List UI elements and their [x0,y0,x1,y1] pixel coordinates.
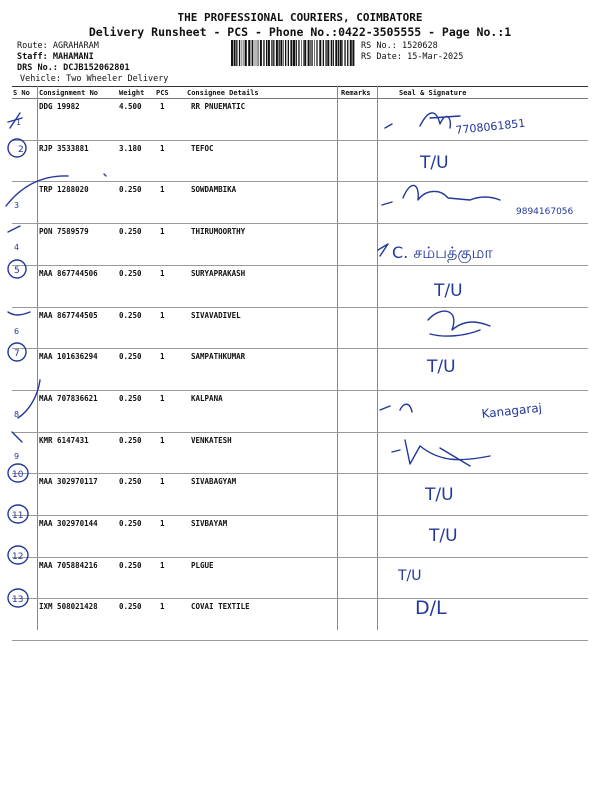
cell-pcs: 1 [160,143,165,153]
barcode-bar [310,40,311,66]
row-divider [12,140,588,141]
cell-consignment: MAA 705884216 [39,560,98,570]
cell-consignee: TEFOC [191,143,214,153]
barcode-bar [319,40,321,66]
cell-pcs: 1 [160,185,165,195]
cell-consignment: MAA 101636294 [39,352,98,362]
vehicle-label: Vehicle: [20,74,61,84]
cell-consignee: SIVAVADIVEL [191,310,241,320]
hand-sno-7: 7 [14,349,20,359]
runsheet-subtitle: Delivery Runsheet - PCS - Phone No.:0422-3505555 - Page No.:1 [88,25,512,39]
signature-row-7: T/U [427,357,456,377]
barcode-bar [350,40,352,66]
column-line [337,86,338,630]
signature-row-2: T/U [420,153,449,173]
column-line [37,86,38,630]
barcode-bar [236,40,237,66]
col-weight: Weight [119,89,145,97]
tick-mark-9 [12,432,22,442]
barcode-bar [303,40,304,66]
route-line [17,41,99,52]
cell-sno: 9 [14,451,20,461]
cell-consignment: MAA 707836621 [39,393,98,403]
cell-weight: 0.250 [119,352,142,362]
cell-consignment: MAA 867744505 [39,310,98,320]
tick-mark-4 [8,226,20,232]
cell-weight: 3.180 [119,143,142,153]
cell-weight: 0.250 [119,519,142,528]
rs-date-line [361,52,463,63]
signature-row-4: C. சம்பத்குமா [392,243,493,262]
cell-pcs: 1 [160,310,165,320]
staff-label: Staff: [17,52,48,62]
barcode-bar [283,40,284,66]
table-top-rule [12,86,588,87]
barcode-bar [260,40,262,66]
col-signature: Seal & Signature [399,89,467,97]
barcode [230,40,355,66]
cell-consignee: THIRUMOORTHY [191,227,246,237]
cell-consignee: SIVBAYAM [191,519,228,528]
barcode-bar [268,40,270,66]
barcode-bar [251,40,252,66]
route-label: Route: [17,41,48,51]
column-line [377,86,378,630]
cell-pcs: 1 [160,268,165,278]
drs-line [17,63,130,74]
signature-scribble-3 [382,185,500,205]
barcode-bar [257,40,258,66]
row-divider [12,265,588,266]
row-divider [12,307,588,308]
barcode-bar [316,40,317,66]
dot-mark [104,174,106,176]
circle-mark-7 [8,343,26,361]
circle-mark-12 [8,546,28,564]
vehicle-line [20,74,168,85]
signature-phone-3: 9894167056 [516,207,574,217]
table-header-rule [12,98,588,99]
barcode-bar [296,40,297,66]
rs-date-label: RS Date: [361,52,402,62]
barcode-bar [239,40,240,66]
col-remarks: Remarks [341,89,371,97]
cell-consignment: IXM 508021428 [39,602,98,612]
barcode-bar [308,40,310,66]
col-pcs: PCS [156,89,169,97]
cell-weight: 0.250 [119,393,142,403]
barcode-bar [311,40,312,66]
row-divider [12,348,588,349]
cell-consignment: PON 7589579 [39,227,89,237]
signature-scribble-1 [385,113,460,128]
barcode-bar [273,40,274,66]
barcode-bar [280,40,282,66]
barcode-bar [255,40,256,66]
cell-weight: 0.250 [119,602,142,612]
barcode-bar [244,40,245,66]
hand-sno-2: 2 [18,145,24,155]
row-divider [12,223,588,224]
barcode-bar [335,40,337,66]
cell-consignee: KALPANA [191,393,223,403]
cell-pcs: 1 [160,393,165,403]
drs-label: DRS No.: [17,63,58,73]
cell-consignee: RR PNUEMATIC [191,102,246,111]
signature-scribble-6 [428,311,490,336]
col-consignee: Consignee Details [187,89,259,97]
barcode-bar [245,40,247,66]
cell-consignee: SURYAPRAKASH [191,268,246,278]
circle-mark-11 [8,505,28,523]
signature-row-12: T/U [398,568,422,584]
signature-phone-1: 7708061851 [454,116,526,137]
barcode-bar [279,40,280,66]
barcode-bar [288,40,289,66]
cell-consignee: SIVABAGYAM [191,477,237,487]
route-value: AGRAHARAM [52,41,99,51]
cell-consignment: MAA 302970144 [39,519,98,528]
hand-sno-13: 13 [12,595,24,605]
cell-pcs: 1 [160,602,165,612]
barcode-bar [327,40,329,66]
cell-pcs: 1 [160,435,165,445]
rs-date-value: 15-Mar-2025 [407,52,464,62]
cell-consignment: DDG 19982 [39,102,80,111]
hand-sno-5: 5 [14,266,20,276]
cell-pcs: 1 [160,102,165,111]
signature-row-11: T/U [429,526,458,546]
barcode-bar [271,40,272,66]
barcode-bar [285,40,286,66]
cell-weight: 0.250 [119,227,142,237]
cell-consignment: RJP 3533881 [39,143,89,153]
barcode-bar [317,40,318,66]
row-divider [12,390,588,391]
cell-consignee: PLGUE [191,560,214,570]
barcode-bar [263,40,264,66]
signature-scribble-9 [392,440,490,466]
cell-weight: 4.500 [119,102,142,111]
cell-sno: 1 [16,118,22,127]
barcode-bar [344,40,345,66]
cell-pcs: 1 [160,477,165,487]
barcode-bar [325,40,326,66]
row-divider [12,640,588,641]
cell-weight: 0.250 [119,268,142,278]
barcode-bar [231,40,233,66]
barcode-bar [301,40,302,66]
cell-consignee: VENKATESH [191,435,232,445]
barcode-bar [248,40,250,66]
cell-sno: 8 [14,409,20,419]
barcode-bar [342,40,343,66]
barcode-bar [333,40,334,66]
circle-mark-2 [8,139,26,157]
staff-line [17,52,94,63]
cell-sno: 3 [14,201,20,211]
barcode-bar [340,40,342,66]
company-title: THE PROFESSIONAL COURIERS, COIMBATORE [177,11,423,24]
cell-consignee: SOWDAMBIKA [191,185,237,195]
row-divider [12,432,588,433]
cell-weight: 0.250 [119,310,142,320]
barcode-bar [314,40,315,66]
row-divider [12,515,588,516]
cell-weight: 0.250 [119,185,142,195]
cell-consignment: MAA 302970117 [39,477,98,487]
signature-row-10: T/U [425,485,454,505]
signature-row-13: D/L [415,597,447,619]
staff-value: MAHAMANI [52,52,94,62]
barcode-bar [266,40,267,66]
row-divider [12,598,588,599]
barcode-bar [331,40,332,66]
circle-mark-5 [8,260,26,278]
hand-sno-10: 10 [12,470,24,480]
barcode-bar [304,40,306,66]
signature-scribble-8 [380,404,412,412]
cell-consignee: SAMPATHKUMAR [191,352,246,362]
cell-pcs: 1 [160,352,165,362]
barcode-bar [276,40,278,66]
cell-weight: 0.250 [119,560,142,570]
cell-weight: 0.250 [119,477,142,487]
rs-no-label: RS No.: [361,41,397,51]
barcode-bar [298,40,299,66]
barcode-bar [290,40,292,66]
col-sno: S No [13,89,30,97]
cell-consignment: KMR 6147431 [39,435,89,445]
barcode-bar [258,40,259,66]
signature-scribble-4 [378,244,388,256]
signature-row-8: Kanagaraj [480,400,543,421]
barcode-bar [252,40,253,66]
vehicle-value: Two Wheeler Delivery [66,74,169,84]
cell-pcs: 1 [160,227,165,237]
signature-row-5: T/U [434,281,463,301]
barcode-bar [338,40,339,66]
cell-sno: 4 [14,243,20,253]
cell-consignee: COVAI TEXTILE [191,602,250,612]
drs-value: DCJB152062801 [63,63,130,73]
rs-no-line [361,41,438,52]
hand-sno-11: 11 [12,511,24,521]
barcode-bar [347,40,348,66]
cell-weight: 0.250 [119,435,142,445]
row-divider [12,557,588,558]
cell-consignment: TRP 1288020 [39,185,89,195]
cell-consignment: MAA 867744506 [39,268,98,278]
hand-sno-12: 12 [12,552,24,562]
barcode-bar [293,40,295,66]
row-divider [12,473,588,474]
cell-sno: 6 [14,326,20,336]
cell-pcs: 1 [160,560,165,570]
barcode-bar [242,40,243,66]
rs-no-value: 1520628 [401,41,438,51]
row-divider [12,181,588,182]
col-consignment: Consignment No [39,89,99,97]
barcode-bar [352,40,354,66]
tick-mark-6 [8,312,30,315]
cell-pcs: 1 [160,519,165,528]
barcode-bar [323,40,324,66]
barcode-bar [234,40,236,66]
